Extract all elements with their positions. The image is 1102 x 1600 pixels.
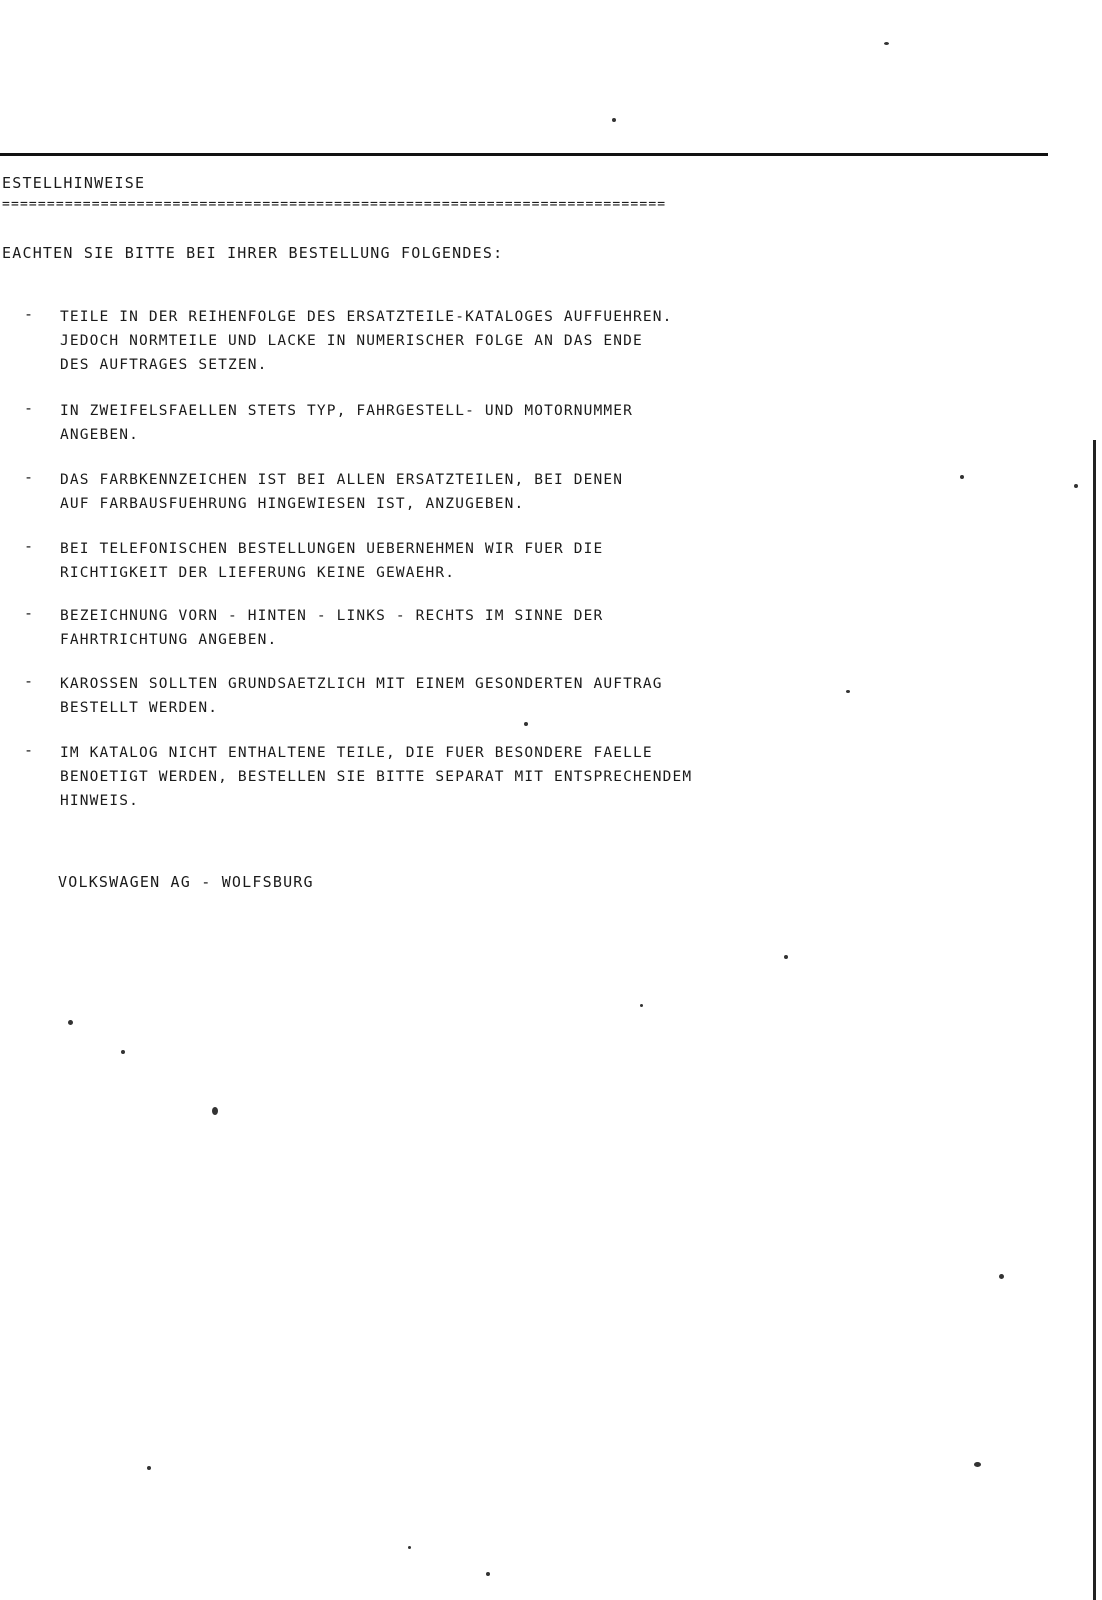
list-bullet: - bbox=[24, 672, 34, 690]
scan-speck bbox=[640, 1004, 643, 1007]
intro-text: EACHTEN SIE BITTE BEI IHRER BESTELLUNG FOLGENDES: bbox=[2, 244, 504, 262]
list-item-line: BENOETIGT WERDEN, BESTELLEN SIE BITTE SEPARAT MIT ENTSPRECHENDEM bbox=[60, 769, 693, 785]
scan-speck bbox=[1074, 484, 1078, 488]
scan-speck bbox=[784, 955, 788, 959]
list-bullet: - bbox=[24, 399, 34, 417]
scan-speck bbox=[974, 1462, 981, 1467]
list-item-line: DAS FARBKENNZEICHEN IST BEI ALLEN ERSATZTEILEN, BEI DENEN bbox=[60, 472, 624, 488]
list-item-line: BEI TELEFONISCHEN BESTELLUNGEN UEBERNEHMEN WIR FUER DIE bbox=[60, 541, 604, 557]
top-rule bbox=[0, 153, 1048, 156]
list-item-line: FAHRTRICHTUNG ANGEBEN. bbox=[60, 632, 278, 648]
heading-underline: ========================================================================== bbox=[2, 197, 667, 212]
scan-speck bbox=[524, 722, 528, 726]
list-item-line: DES AUFTRAGES SETZEN. bbox=[60, 357, 268, 373]
list-item-line: KAROSSEN SOLLTEN GRUNDSAETZLICH MIT EINEM GESONDERTEN AUFTRAG bbox=[60, 676, 663, 692]
page-heading: ESTELLHINWEISE bbox=[2, 174, 146, 192]
list-item-line: IM KATALOG NICHT ENTHALTENE TEILE, DIE FUER BESONDERE FAELLE bbox=[60, 745, 653, 761]
scan-speck bbox=[999, 1274, 1004, 1279]
list-bullet: - bbox=[24, 305, 34, 323]
list-bullet: - bbox=[24, 741, 34, 759]
list-item-line: RICHTIGKEIT DER LIEFERUNG KEINE GEWAEHR. bbox=[60, 565, 456, 581]
signature-line: VOLKSWAGEN AG - WOLFSBURG bbox=[58, 873, 314, 891]
right-edge-rule bbox=[1093, 440, 1096, 1600]
scan-speck bbox=[612, 118, 616, 122]
list-bullet: - bbox=[24, 537, 34, 555]
list-item-line: BESTELLT WERDEN. bbox=[60, 700, 219, 716]
list-item-line: ANGEBEN. bbox=[60, 427, 140, 443]
list-bullet: - bbox=[24, 604, 34, 622]
scan-speck bbox=[960, 475, 964, 479]
list-item-line: BEZEICHNUNG VORN - HINTEN - LINKS - RECHTS IM SINNE DER bbox=[60, 608, 604, 624]
list-item-line: JEDOCH NORMTEILE UND LACKE IN NUMERISCHER FOLGE AN DAS ENDE bbox=[60, 333, 643, 349]
list-bullet: - bbox=[24, 468, 34, 486]
scan-speck bbox=[121, 1050, 125, 1054]
list-item-line: AUF FARBAUSFUEHRUNG HINGEWIESEN IST, ANZUGEBEN. bbox=[60, 496, 525, 512]
scan-speck bbox=[846, 690, 850, 693]
list-item-line: TEILE IN DER REIHENFOLGE DES ERSATZTEILE-KATALOGES AUFFUEHREN. bbox=[60, 309, 673, 325]
list-item-line: HINWEIS. bbox=[60, 793, 140, 809]
scan-speck bbox=[147, 1466, 151, 1470]
list-item-line: IN ZWEIFELSFAELLEN STETS TYP, FAHRGESTELL- UND MOTORNUMMER bbox=[60, 403, 634, 419]
scan-speck bbox=[408, 1546, 411, 1549]
scan-speck bbox=[486, 1572, 490, 1576]
scan-speck bbox=[884, 42, 889, 45]
scan-speck bbox=[212, 1107, 218, 1115]
scan-speck bbox=[68, 1020, 73, 1025]
